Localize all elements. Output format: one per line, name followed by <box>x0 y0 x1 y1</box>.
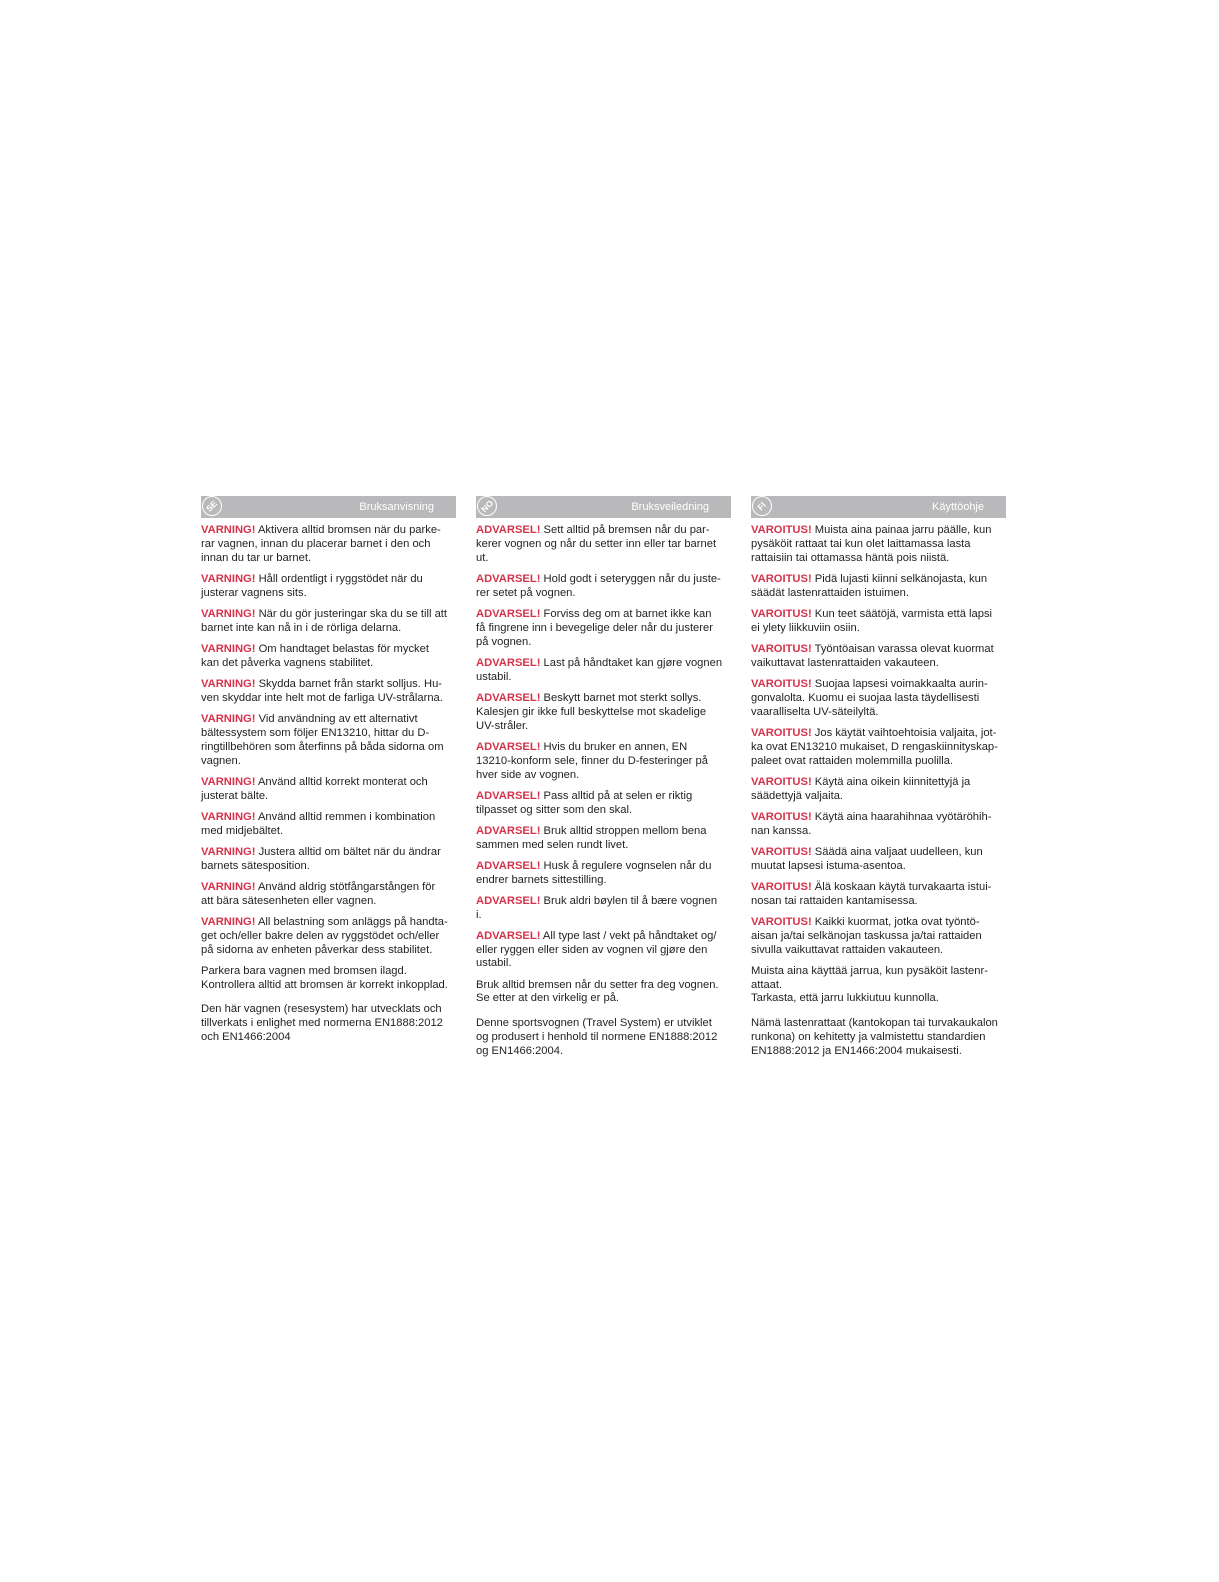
warning-paragraph <box>476 825 731 853</box>
warning-paragraph <box>751 608 1006 636</box>
warning-paragraph <box>476 608 731 650</box>
warning-label: VARNING! <box>201 677 256 690</box>
warning-label: VAROITUS! <box>751 726 812 739</box>
paragraph-text: Työntöaisan varassa olevat kuormat vaikuttavat lastenrattaiden vakauteen. <box>751 642 994 669</box>
warning-paragraph <box>751 727 1006 769</box>
paragraph-text: Husk å regulere vognselen når du endrer barnets sittestilling. <box>476 859 712 886</box>
warning-label: ADVARSEL! <box>476 824 541 837</box>
warning-label: VARNING! <box>201 775 256 788</box>
paragraph-text: Om handtaget belastas för mycket kan det påverka vagnens stabilitet. <box>201 642 429 669</box>
note-paragraph <box>751 1017 1006 1059</box>
paragraph-text: Bruk aldri bøylen til å bære vognen i. <box>476 894 718 921</box>
section-header <box>751 496 1006 518</box>
section-header <box>201 496 456 518</box>
note-paragraph <box>476 1017 731 1059</box>
warning-paragraph <box>751 776 1006 804</box>
warning-paragraph <box>201 846 456 874</box>
warning-paragraph <box>476 657 731 685</box>
paragraph-text: Denne sportsvognen (Travel System) er utviklet og produsert i henhold til normene EN1888:2012 og EN1466:2004. <box>476 1017 718 1058</box>
warning-label: ADVARSEL! <box>476 789 541 802</box>
warning-label: ADVARSEL! <box>476 572 541 585</box>
note-paragraph <box>476 979 731 1007</box>
warning-paragraph <box>201 776 456 804</box>
warning-label: VAROITUS! <box>751 880 812 893</box>
paragraph-text: Aktivera alltid bromsen när du parke- rar vagnen, innan du placerar barnet i den och innan du tar ur barnet. <box>201 524 441 564</box>
paragraph-text: Forviss deg om at barnet ikke kan få fingrene inn i bevegelige deler når du justerer på vognen. <box>476 607 713 648</box>
warning-label: VARNING! <box>201 880 256 893</box>
paragraph-text: Hold godt i seteryggen når du juste- rer setet på vognen. <box>476 572 721 599</box>
paragraph-text: Den här vagnen (resesystem) har utvecklats och tillverkats i enlighet med normerna EN1888:2012 och EN1466:2004 <box>201 1003 443 1044</box>
section-body <box>476 524 731 1059</box>
paragraph-text: Älä koskaan käytä turvakaarta istui- nosan tai rattaiden kantamisessa. <box>751 880 992 907</box>
warning-paragraph <box>751 678 1006 720</box>
section-body <box>201 524 456 1045</box>
warning-label: ADVARSEL! <box>476 929 541 942</box>
warning-paragraph <box>476 573 731 601</box>
section-title: Käyttöohje <box>932 501 984 513</box>
section-title: Bruksveiledning <box>631 501 709 513</box>
warning-label: VAROITUS! <box>751 642 812 655</box>
paragraph-text: Parkera bara vagnen med bromsen ilagd. Kontrollera alltid att bromsen är korrekt inkopplad. <box>201 964 448 991</box>
warning-paragraph <box>476 741 731 783</box>
warning-label: VAROITUS! <box>751 845 812 858</box>
paragraph-text: Pass alltid på at selen er riktig tilpasset og sitter som den skal. <box>476 789 693 816</box>
paragraph-text: Bruk alltid bremsen når du setter fra deg vognen. Se etter at den virkelig er på. <box>476 978 719 1005</box>
paragraph-text: All belastning som anläggs på handta- get och/eller bakre delen av ryggstödet och/eller på sidorna av enheten påverkar dess stabilitet. <box>201 915 448 956</box>
warning-label: VARNING! <box>201 810 256 823</box>
language-code: SE <box>204 498 220 514</box>
section-no <box>476 496 731 1070</box>
warning-label: VARNING! <box>201 845 256 858</box>
warning-label: VAROITUS! <box>751 607 812 620</box>
warning-paragraph <box>201 881 456 909</box>
section-se <box>201 496 456 1056</box>
warning-paragraph <box>476 692 731 734</box>
warning-paragraph <box>476 790 731 818</box>
paragraph-text: Käytä aina oikein kiinnitettyjä ja säädettyjä valjaita. <box>751 775 971 802</box>
warning-paragraph <box>751 916 1006 958</box>
warning-paragraph <box>751 881 1006 909</box>
warning-label: VAROITUS! <box>751 572 812 585</box>
language-badge <box>477 496 497 516</box>
warning-label: ADVARSEL! <box>476 691 541 704</box>
warning-paragraph <box>201 916 456 958</box>
paragraph-text: Säädä aina valjaat uudelleen, kun muutat lapsesi istuma-asentoa. <box>751 845 983 872</box>
paragraph-text: Sett alltid på bremsen når du par- kerer vognen og når du setter inn eller tar barnet ut. <box>476 524 717 564</box>
warning-paragraph <box>476 930 731 972</box>
warning-label: ADVARSEL! <box>476 894 541 907</box>
language-code: FI <box>755 499 769 513</box>
paragraph-text: Kun teet säätöjä, varmista että lapsi ei ylety liikkuviin osiin. <box>751 607 993 634</box>
paragraph-text: Beskytt barnet mot sterkt sollys. Kalesjen gir ikke full beskyttelse mot skadelige UV-stråler. <box>476 691 707 732</box>
warning-paragraph <box>201 643 456 671</box>
warning-label: VAROITUS! <box>751 677 812 690</box>
section-fi <box>751 496 1006 1070</box>
warning-paragraph <box>201 524 456 566</box>
note-paragraph <box>201 1003 456 1045</box>
note-paragraph <box>751 965 1006 1007</box>
warning-label: VAROITUS! <box>751 775 812 788</box>
paragraph-text: Håll ordentligt i ryggstödet när du justerar vagnens sits. <box>201 572 423 599</box>
warning-paragraph <box>751 811 1006 839</box>
paragraph-text: Kaikki kuormat, jotka ovat työntö- aisan ja/tai selkänojan taskussa ja/tai rattaiden sivulla vaikuttavat rattaiden vakauteen. <box>751 915 982 956</box>
paragraph-text: Använd alltid remmen i kombination med midjebältet. <box>201 810 436 837</box>
warning-label: ADVARSEL! <box>476 656 541 669</box>
section-header <box>476 496 731 518</box>
warning-label: VARNING! <box>201 712 256 725</box>
language-badge <box>202 496 222 516</box>
paragraph-text: Skydda barnet från starkt solljus. Hu- ven skyddar inte helt mot de farliga UV-strålarna. <box>201 677 443 704</box>
warning-label: VARNING! <box>201 607 256 620</box>
paragraph-text: Nämä lastenrattaat (kantokopan tai turvakaukalon runkona) on kehitetty ja valmistettu standardien EN1888:2012 ja EN1466:2004 mukaisesti. <box>751 1017 998 1058</box>
warning-label: ADVARSEL! <box>476 859 541 872</box>
warning-label: ADVARSEL! <box>476 607 541 620</box>
warning-paragraph <box>476 524 731 566</box>
language-badge <box>752 496 772 516</box>
warning-label: VAROITUS! <box>751 810 812 823</box>
section-title: Bruksanvisning <box>359 501 434 513</box>
warning-label: VARNING! <box>201 572 256 585</box>
section-body <box>751 524 1006 1059</box>
paragraph-text: Använd alltid korrekt monterat och justerat bälte. <box>201 775 428 802</box>
warning-paragraph <box>201 608 456 636</box>
paragraph-text: Använd aldrig stötfångarstången för att bära sätesenheten eller vagnen. <box>201 880 436 907</box>
warning-paragraph <box>751 846 1006 874</box>
paragraph-text: När du gör justeringar ska du se till att barnet inte kan nå in i de rörliga delarna. <box>201 607 448 634</box>
paragraph-text: Bruk alltid stroppen mellom bena sammen med selen rundt livet. <box>476 824 707 851</box>
warning-label: VARNING! <box>201 915 256 928</box>
warning-paragraph <box>201 573 456 601</box>
warning-paragraph <box>751 524 1006 566</box>
warning-paragraph <box>476 895 731 923</box>
paragraph-text: Muista aina painaa jarru päälle, kun pysäköit rattaat tai kun olet laittamassa lasta rattaisiin tai ottamassa häntä pois niistä. <box>751 524 992 564</box>
paragraph-text: Justera alltid om bältet när du ändrar barnets sätesposition. <box>201 845 441 872</box>
paragraph-text: All type last / vekt på håndtaket og/ eller ryggen eller siden av vognen vil gjøre den ustabil. <box>476 929 717 970</box>
paragraph-text: Hvis du bruker en annen, EN 13210-konform sele, finner du D-festeringer på hver side av vognen. <box>476 740 708 781</box>
warning-paragraph <box>476 860 731 888</box>
warning-paragraph <box>201 811 456 839</box>
paragraph-text: Käytä aina haarahihnaa vyötäröhih- nan kanssa. <box>751 810 992 837</box>
warning-label: ADVARSEL! <box>476 740 541 753</box>
language-code: NO <box>478 497 495 514</box>
paragraph-text: Muista aina käyttää jarrua, kun pysäköit lastenr- attaat. Tarkasta, että jarru lukkiutuu kunnolla. <box>751 964 988 1005</box>
paragraph-text: Jos käytät vaihtoehtoisia valjaita, jot- ka ovat EN13210 mukaiset, D rengaskiinnityskap- paleet ovat rattaiden molemmilla puolilla. <box>751 726 998 767</box>
warning-paragraph <box>201 713 456 769</box>
warning-label: ADVARSEL! <box>476 524 541 536</box>
warning-label: VAROITUS! <box>751 524 812 536</box>
paragraph-text: Pidä lujasti kiinni selkänojasta, kun säädät lastenrattaiden istuimen. <box>751 572 988 599</box>
warning-paragraph <box>201 678 456 706</box>
paragraph-text: Vid användning av ett alternativt bältessystem som följer EN13210, hittar du D- ringtillbehören som återfinns på båda sidorna om vagnen. <box>201 712 444 767</box>
warning-label: VARNING! <box>201 642 256 655</box>
warning-label: VAROITUS! <box>751 915 812 928</box>
warning-label: VARNING! <box>201 524 256 536</box>
note-paragraph <box>201 965 456 993</box>
warning-paragraph <box>751 643 1006 671</box>
paragraph-text: Last på håndtaket kan gjøre vognen ustabil. <box>476 656 723 683</box>
warning-paragraph <box>751 573 1006 601</box>
paragraph-text: Suojaa lapsesi voimakkaalta aurin- gonvalolta. Kuomu ei suojaa lasta täydellisesti vaaralliselta UV-säteilyltä. <box>751 677 988 718</box>
